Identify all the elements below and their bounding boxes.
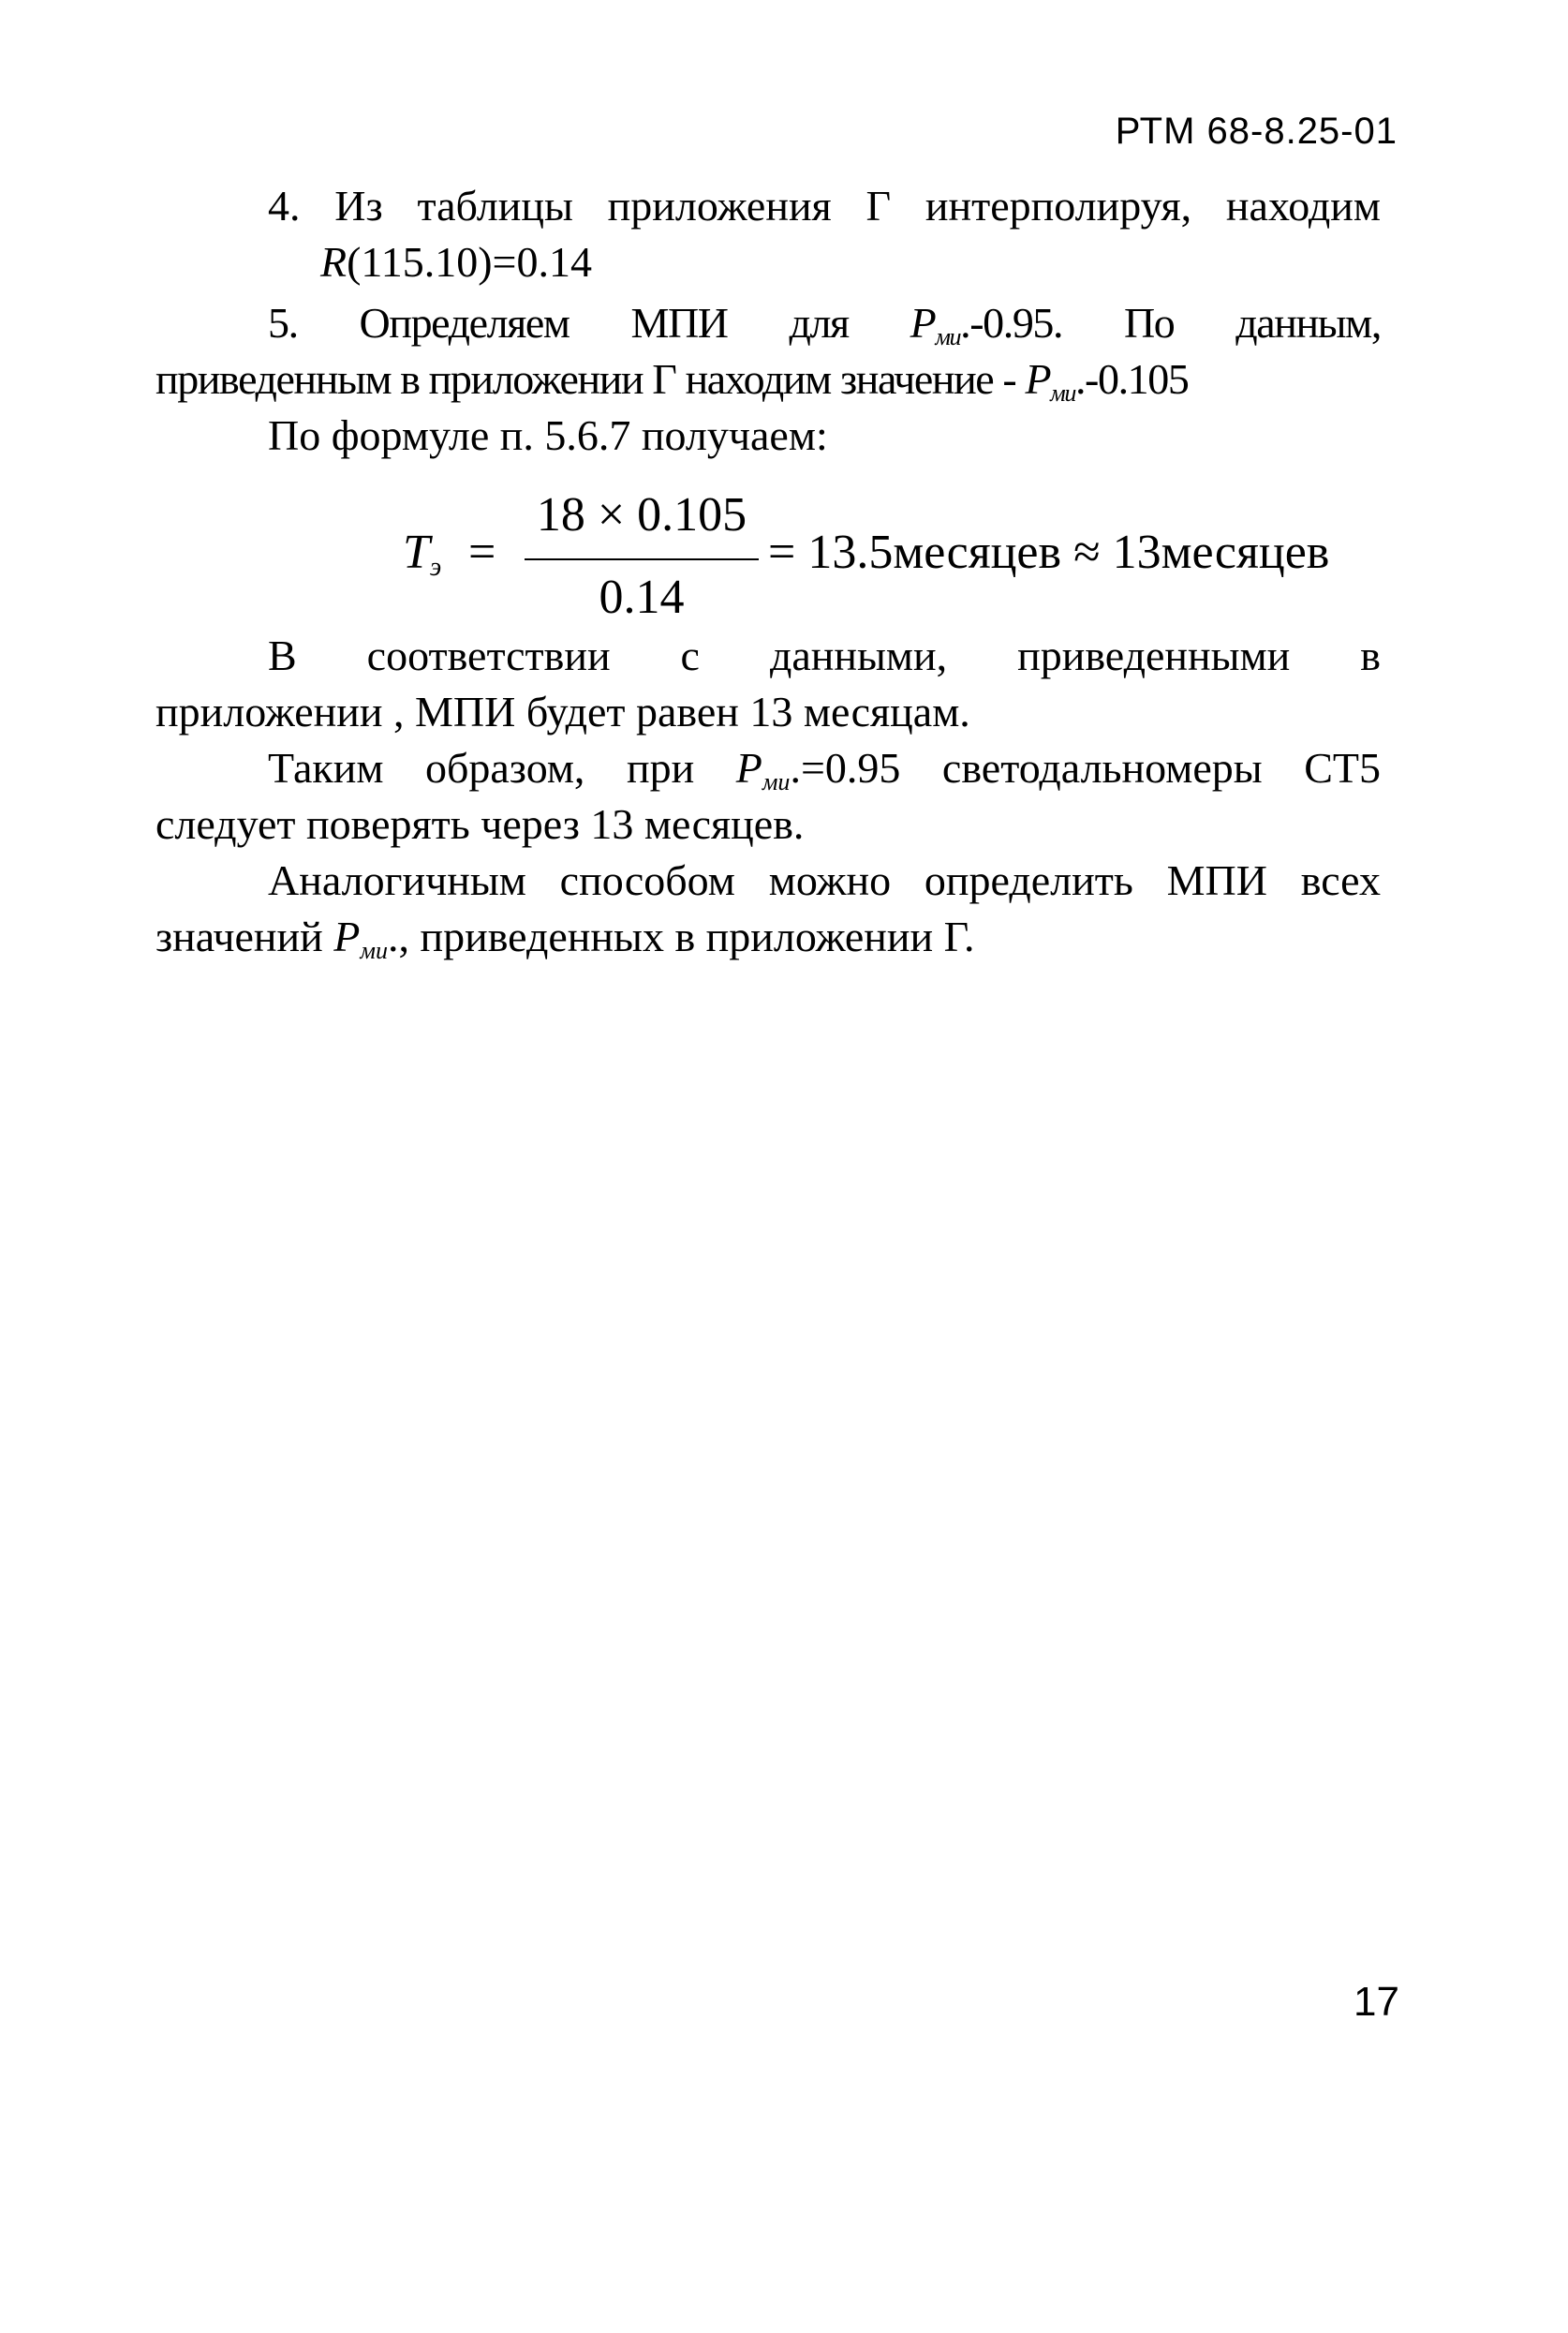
paragraph-3 — [155, 853, 1381, 965]
paragraph-1-line-2: приложении , МПИ будет равен 13 месяцам. — [155, 688, 970, 736]
item-5 — [155, 295, 1381, 408]
formula-equals: = — [468, 526, 496, 579]
paragraph-3-text-b: ., приведенных в приложении Г. — [387, 913, 975, 960]
item-5-text-d: .-0.105 — [1074, 355, 1189, 403]
p-subscript: ми — [762, 768, 791, 795]
p-subscript: ми — [360, 937, 388, 964]
item-4-line-2 — [155, 234, 1381, 290]
p-variable: P — [735, 744, 762, 792]
item-5-text-b: .-0.95. По данным, — [960, 299, 1381, 347]
formula-lhs — [403, 525, 441, 580]
p-variable: P — [1025, 355, 1051, 403]
item-5-text-a: 5. Определяем МПИ для — [268, 299, 910, 347]
formula-lhs-var: T — [403, 526, 430, 579]
formula-intro-text: По формуле п. 5.6.7 получаем: — [268, 411, 828, 459]
formula-rhs: = 13.5месяцев ≈ 13месяцев — [768, 526, 1330, 579]
paragraph-1-line-1: В соответствии с данными, приведенными в — [268, 632, 1381, 679]
formula-denominator: 0.14 — [599, 571, 685, 624]
paragraph-2-line-1 — [155, 740, 1381, 796]
item-4-line-1: 4. Из таблицы приложения Г интерполируя, находим — [268, 182, 1381, 230]
p-variable: P — [333, 913, 361, 960]
formula-lhs-subscript: э — [429, 553, 442, 582]
document-code-header: РТМ 68-8.25-01 — [1115, 111, 1398, 152]
formula-numerator: 18 × 0.105 — [536, 488, 747, 542]
item-5-text-c: приведенным в приложении Г находим значение - — [155, 355, 1026, 403]
paragraph-3-line-2 — [155, 909, 1381, 965]
fraction-bar — [525, 558, 759, 560]
formula-intro — [155, 408, 1381, 464]
interval-formula — [403, 487, 1339, 637]
p-subscript: ми — [1050, 379, 1075, 407]
r-variable: R — [320, 238, 348, 286]
paragraph-2-text-b: .=0.95 светодальномеры СТ5 — [790, 744, 1382, 792]
paragraph-3-line-1: Аналогичным способом можно определить МПИ всех — [268, 856, 1381, 904]
item-4 — [155, 178, 1381, 290]
p-subscript: ми — [935, 323, 961, 350]
paragraph-2-line-2: следует поверять через 13 месяцев. — [155, 800, 805, 848]
item-5-line-1 — [155, 295, 1381, 351]
page-number: 17 — [1354, 1979, 1399, 2025]
p-variable: P — [910, 299, 936, 347]
r-value: (115.10)=0.14 — [347, 238, 592, 286]
item-5-line-2 — [155, 351, 1381, 408]
paragraph-3-text-a: значений — [155, 913, 334, 960]
paragraph-2-text-a: Таким образом, при — [268, 744, 736, 792]
paragraph-2 — [155, 740, 1381, 853]
paragraph-1 — [155, 628, 1381, 740]
